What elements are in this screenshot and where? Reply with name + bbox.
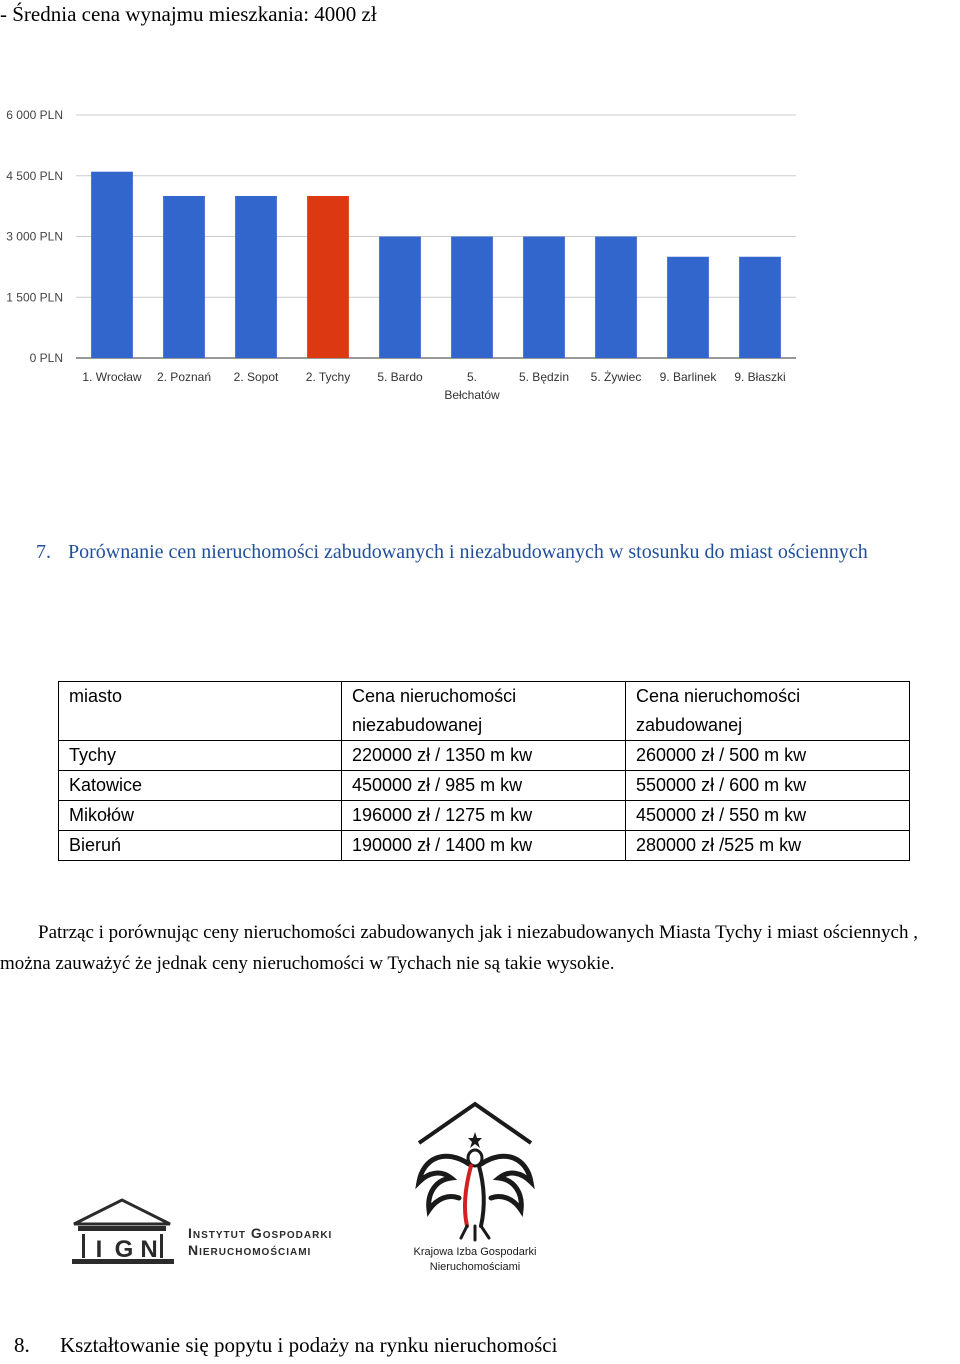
table-cell-undeveloped: 450000 zł / 985 m kw (342, 771, 626, 801)
table-row (59, 801, 910, 831)
header-developed-price: Cena nieruchomości zabudowanej (626, 682, 910, 741)
kig-name-line1: Krajowa Izba Gospodarki (413, 1246, 537, 1258)
eagle-left-wing-icon (419, 1156, 469, 1210)
ign-logo (68, 1196, 373, 1268)
table-cell-undeveloped: 196000 zł / 1275 m kw (342, 801, 626, 831)
ign-letter-g: G (114, 1236, 134, 1263)
x-tick-label: 2. Sopot (233, 370, 279, 384)
table-cell-developed: 450000 zł / 550 m kw (626, 801, 910, 831)
chart-x-axis (82, 370, 785, 402)
x-tick-label: 5. Bełchatów (444, 370, 500, 402)
table-cell-city: Mikołów (59, 801, 342, 831)
price-comparison-table (58, 681, 910, 861)
conclusion-text: Patrząc i porównując ceny nieruchomości zabudowanych jak i niezabudowanych Miasta Tychy i miast ościennych , można zauważyć że jednak ceny nieruchomości w Tychach nie są takie wysokie. (0, 922, 918, 974)
x-tick-label: 9. Błaszki (734, 370, 786, 384)
section-7-title: Porównanie cen nieruchomości zabudowanych i niezabudowanych w stosunku do miast ościennych (68, 541, 868, 563)
section-7-number: 7. (36, 541, 51, 563)
table-cell-city: Bieruń (59, 831, 342, 861)
ign-name-line2: Nieruchomościami (188, 1242, 312, 1258)
table-cell-city: Katowice (59, 771, 342, 801)
table-row (59, 741, 910, 771)
x-tick-label: 9. Barlinek (659, 370, 717, 384)
ign-name-line1: Instytut Gospodarki (188, 1225, 333, 1241)
header-undeveloped-price: Cena nieruchomości niezabudowanej (342, 682, 626, 741)
eagle-right-wing-icon (481, 1156, 531, 1210)
section-8-title: Kształtowanie się popytu i podaży na rynku nieruchomości (60, 1333, 558, 1357)
table-row (59, 771, 910, 801)
x-tick-label: 1. Wrocław (82, 370, 142, 384)
chart-bar (235, 196, 277, 358)
table-cell-developed: 550000 zł / 600 m kw (626, 771, 910, 801)
conclusion-paragraph (0, 917, 960, 979)
x-tick-label: 2. Tychy (305, 370, 351, 384)
section-8-heading (14, 1333, 557, 1358)
header-city: miasto (59, 682, 342, 741)
x-tick-label: 5. Żywiec (590, 370, 642, 384)
chart-y-axis (6, 108, 63, 365)
kig-eagle-logo (405, 1098, 545, 1278)
section-8-number: 8. (14, 1333, 30, 1357)
x-tick-label: 5. Bardo (377, 370, 423, 384)
y-tick-label: 6 000 PLN (6, 108, 63, 122)
chart-bar (595, 237, 637, 359)
chart-bar (451, 237, 493, 359)
table-cell-undeveloped: 220000 zł / 1350 m kw (342, 741, 626, 771)
table-cell-city: Tychy (59, 741, 342, 771)
ign-letter-n: N (140, 1236, 158, 1263)
chart-bar (307, 196, 349, 358)
table-header-row (59, 682, 910, 741)
section-7-heading (36, 538, 916, 567)
chart-bar (379, 237, 421, 359)
y-tick-label: 4 500 PLN (6, 168, 63, 183)
table-cell-developed: 280000 zł /525 m kw (626, 831, 910, 861)
ign-letter-i: I (95, 1236, 103, 1263)
heading-average-rent: - Średnia cena wynajmu mieszkania: 4000 zł (0, 2, 377, 26)
y-tick-label: 3 000 PLN (6, 229, 63, 244)
x-tick-label: 2. Poznań (156, 370, 212, 384)
table-row (59, 831, 910, 861)
chart-bar (91, 172, 133, 358)
table-cell-undeveloped: 190000 zł / 1400 m kw (342, 831, 626, 861)
x-tick-label: 5. Będzin (518, 370, 570, 384)
star-icon (468, 1132, 482, 1148)
table-cell-developed: 260000 zł / 500 m kw (626, 741, 910, 771)
chart-bar (739, 257, 781, 358)
chart-bar (523, 237, 565, 359)
y-tick-label: 0 PLN (29, 351, 63, 365)
chart-bars (91, 172, 781, 358)
rent-bar-chart (0, 95, 830, 415)
chart-bar (667, 257, 709, 358)
chart-bar (163, 196, 205, 358)
y-tick-label: 1 500 PLN (6, 290, 63, 305)
kig-name-line2: Nieruchomościami (429, 1261, 521, 1273)
